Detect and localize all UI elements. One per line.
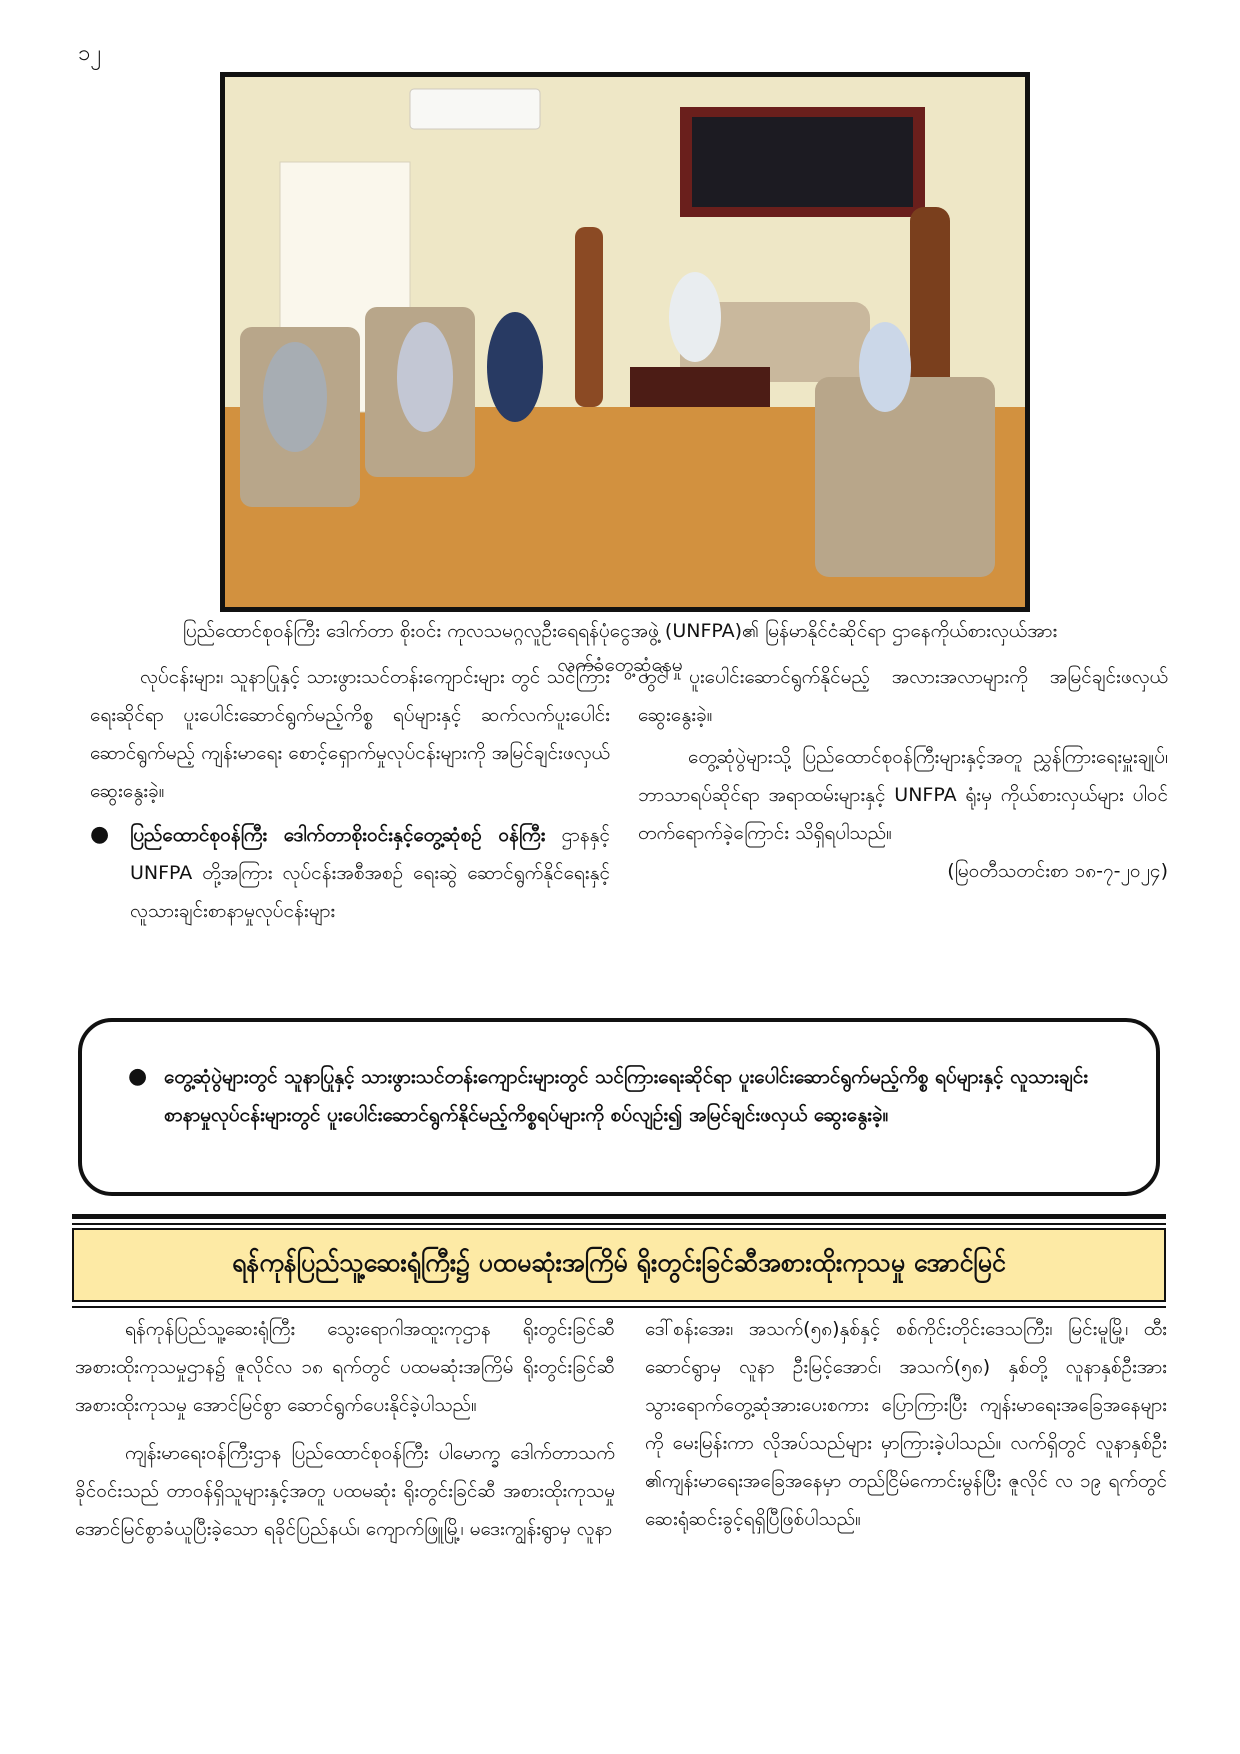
person-3 <box>487 312 543 422</box>
divider-thin-bottom <box>72 1306 1166 1308</box>
article1-right-column <box>638 658 1168 890</box>
article2-left-paragraph-1: ရန်ကုန်ပြည်သူ့ဆေးရုံကြီး သွေးရောဂါအထူးကုဌာန ရိုးတွင်းခြင်ဆီအစားထိုးကုသမှုဌာန၌ ဇူလိုင်လ ၁၈ ရက်တွင် ပထမဆုံးအကြိမ် ရိုးတွင်းခြင်ဆီအစားထိုးကုသမှု အောင်မြင်စွာ ဆောင်ရွက်ပေးနိုင်ခဲ့ပါသည်။ <box>75 1318 615 1416</box>
article2-headline: ရန်ကုန်ပြည်သူ့ဆေးရုံကြီး၌ ပထမဆုံးအကြိမ် ရိုးတွင်းခြင်ဆီအစားထိုးကုသမှု အောင်မြင် <box>72 1228 1166 1302</box>
summary-bullet <box>128 1058 1106 1134</box>
article1-bullet <box>90 816 610 930</box>
article1-source: (မြဝတီသတင်းစာ ၁၈-၇-၂၀၂၄) <box>947 860 1168 882</box>
person-5 <box>859 322 911 412</box>
article1-bullet-bold: ပြည်ထောင်စုဝန်ကြီး ဒေါက်တာစိုးဝင်းနှင့်တွေ့ဆုံစဉ် ဝန်ကြီး <box>130 824 546 846</box>
article1-right-paragraph-2: တွေ့ဆုံပွဲများသို့ ပြည်ထောင်စုဝန်ကြီးများနှင့်အတူ ညွှန်ကြားရေးမှူးချုပ်၊ ဘာသာရပ်ဆိုင်ရာ အရာထမ်းများနှင့် UNFPA ရုံးမှ ကိုယ်စားလှယ်များ ပါဝင်တက်ရောက်ခဲ့ကြောင်း သိရှိရပါသည်။ <box>638 746 1168 844</box>
article1-right-paragraph-1: တွင် ပူးပေါင်းဆောင်ရွက်နိုင်မည့် အလားအလာများကို အမြင်ချင်းဖလှယ် ဆွေးနွေးခဲ့။ <box>638 666 1168 726</box>
caption-line-1: ပြည်ထောင်စုဝန်ကြီး ဒေါက်တာ စိုးဝင်း ကုလသမဂ္ဂလူဦးရေရန်ပုံငွေအဖွဲ့ (UNFPA)၏ မြန်မာနိုင်ငံဆိုင်ရာ ဌာနေကိုယ်စားလှယ်အား <box>182 620 1058 642</box>
article1-bullet-rest: ဌာနနှင့် UNFPA တို့အကြား လုပ်ငန်းအစီအစဉ် ရေးဆွဲ ဆောင်ရွက်နိုင်ရေးနှင့် လူသားချင်းစာနာမှုလုပ်ငန်းများ <box>130 824 610 922</box>
article2-right-paragraph: ဒေါ်စန်းအေး၊ အသက်(၅၈)နှစ်နှင့် စစ်ကိုင်းတိုင်းဒေသကြီး၊ မြင်းမူမြို့၊ ထီးဆောင်ရွာမှ လူနာ ဦးမြင့်အောင်၊ အသက်(၅၈) နှစ်တို့ လူနာနှစ်ဦးအား သွားရောက်တွေ့ဆုံအားပေးစကား ပြောကြားပြီး ကျန်းမာရေးအခြေအနေများကို မေးမြန်းကာ လိုအပ်သည်များ မှာကြားခဲ့ပါသည်။ လက်ရှိတွင် လူနာနှစ်ဦး ၏ကျန်းမာရေးအခြေအနေမှာ တည်ငြိမ်ကောင်းမွန်ပြီး ဇူလိုင် လ ၁၉ ရက်တွင် ဆေးရုံဆင်းခွင့်ရရှိပြီဖြစ်ပါသည်။ <box>645 1318 1167 1530</box>
chair-right <box>815 377 995 577</box>
air-conditioner <box>410 89 540 129</box>
article2-right-column <box>645 1310 1167 1538</box>
caption-line-2: လက်ခံတွေ့ဆုံနေမှု <box>557 654 683 676</box>
person-4 <box>669 272 721 362</box>
person-2 <box>397 322 453 432</box>
summary-box <box>78 1018 1160 1196</box>
divider-thick <box>72 1214 1166 1219</box>
article1-left-column <box>90 658 610 930</box>
divider-thin <box>72 1223 1166 1225</box>
bullet-dot: ● <box>128 1064 148 1089</box>
summary-text: တွေ့ဆုံပွဲများတွင် သူနာပြုနှင့် သားဖွားသင်တန်းကျောင်းများတွင် သင်ကြားရေးဆိုင်ရာ ပူးပေါင်းဆောင်ရွက်မည့်ကိစ္စ ရပ်များနှင့် လူသားချင်းစာနာမှုလုပ်ငန်းများတွင် ပူးပေါင်းဆောင်ရွက်နိုင်မည့်ကိစ္စရပ်များကို စပ်လျဉ်း၍ အမြင်ချင်းဖလှယ် ဆွေးနွေးခဲ့။ <box>164 1066 1089 1126</box>
article1-bullet-text <box>130 816 610 930</box>
article2-left-column <box>75 1310 615 1548</box>
meeting-photo <box>220 72 1030 612</box>
coffee-table <box>630 367 770 407</box>
article2-left-paragraph-2: ကျန်းမာရေးဝန်ကြီးဌာန ပြည်ထောင်စုဝန်ကြီး ပါမောက္ခ ဒေါက်တာသက်ခိုင်ဝင်းသည် တာဝန်ရှိသူများနှင့်အတူ ပထမဆုံး ရိုးတွင်းခြင်ဆီ အစားထိုးကုသမှု အောင်မြင်စွာခံယူပြီးခဲ့သော ရခိုင်ပြည်နယ်၊ ကျောက်ဖြူမြို့၊ မဒေးကျွန်းရွာမှ လူနာ <box>75 1442 615 1540</box>
bullet-dot: ● <box>90 822 110 847</box>
page-number: ၁၂ <box>78 41 102 66</box>
person-1 <box>263 342 327 452</box>
statue <box>575 227 603 407</box>
tapestry <box>692 117 913 207</box>
photo-illustration <box>225 77 1025 607</box>
article1-left-paragraph: လုပ်ငန်းများ၊ သူနာပြုနှင့် သားဖွားသင်တန်းကျောင်းများ တွင် သင်ကြားရေးဆိုင်ရာ ပူးပေါင်းဆောင်ရွက်မည့်ကိစ္စ ရပ်များနှင့် ဆက်လက်ပူးပေါင်းဆောင်ရွက်မည့် ကျန်းမာရေး စောင့်ရှောက်မှုလုပ်ငန်းများကို အမြင်ချင်းဖလှယ်ဆွေးနွေးခဲ့။ <box>90 666 610 802</box>
